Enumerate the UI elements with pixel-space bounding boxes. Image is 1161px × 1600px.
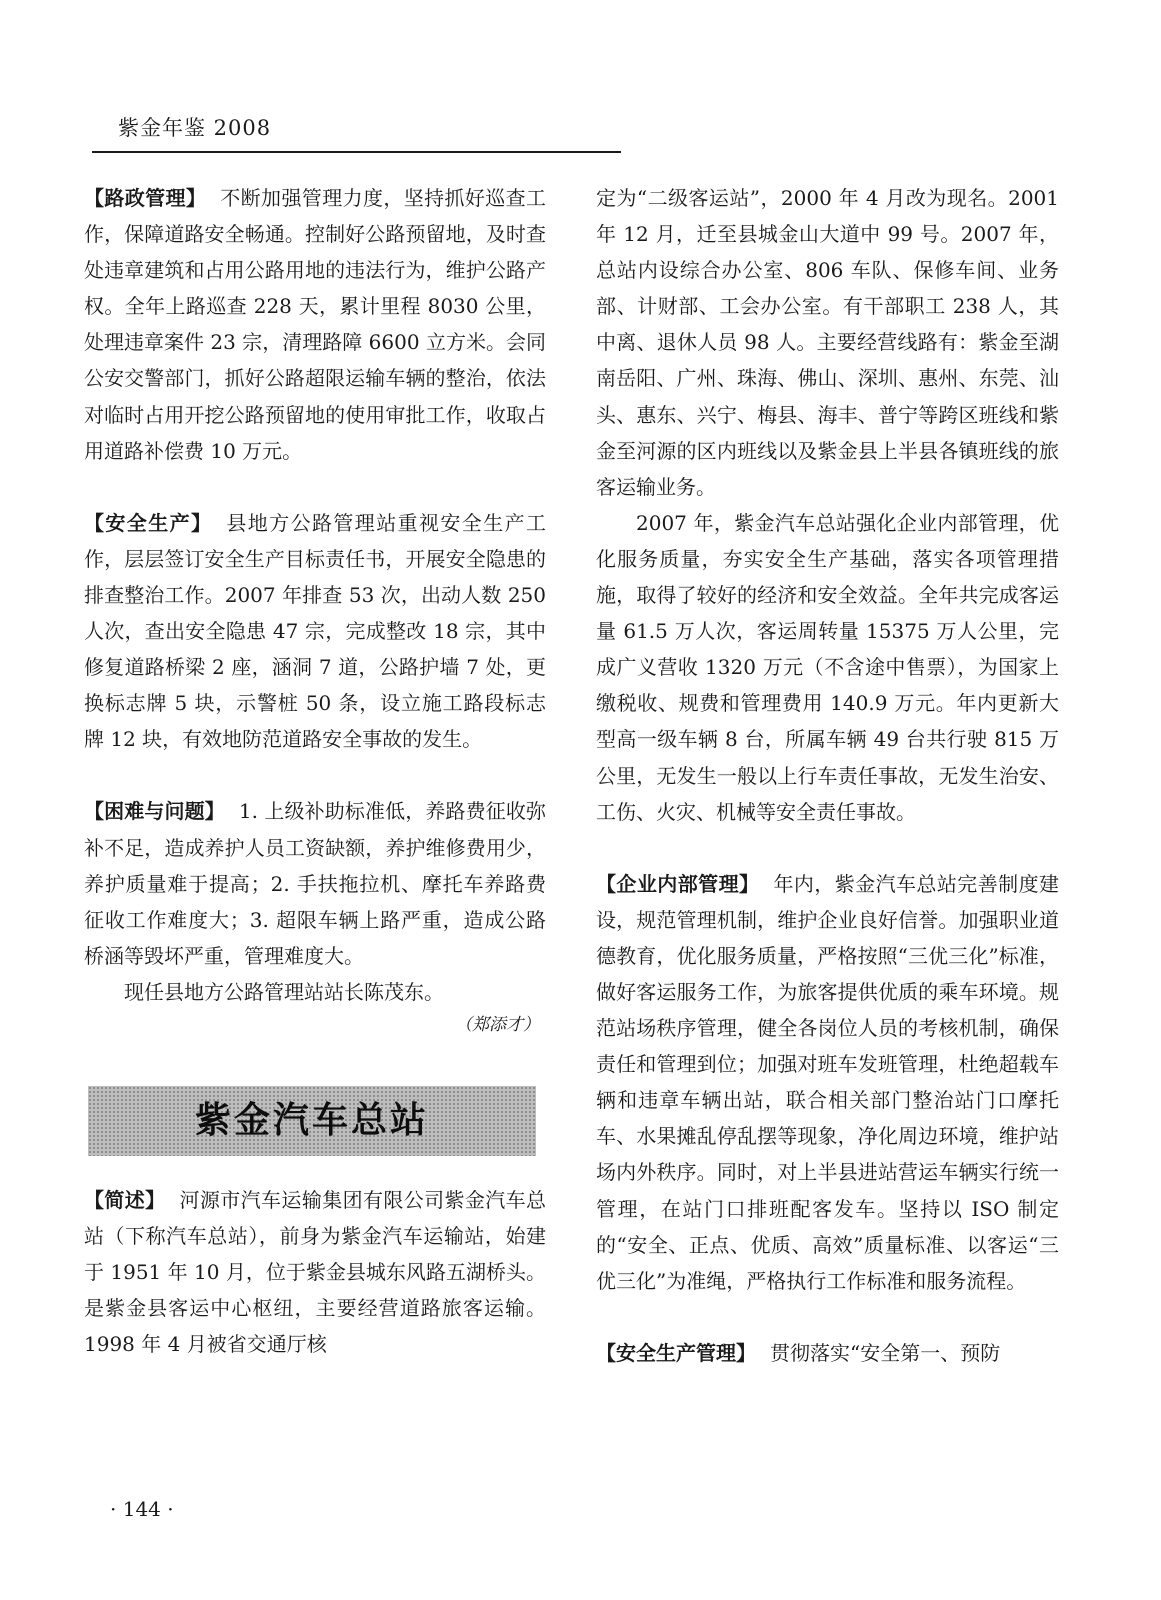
section-tag-problems: 【困难与问题】 — [84, 799, 225, 824]
header-rule — [92, 151, 621, 153]
overview-paragraph — [84, 1182, 546, 1362]
section-banner — [88, 1086, 536, 1156]
problems-paragraph — [84, 793, 546, 973]
overview-text: 河源市汽车运输集团有限公司紫金汽车总站（下称汽车总站），前身为紫金汽车运输站，始建于 1951 年 10 月，位于紫金县城东风路五湖桥头。是紫金县客运中心枢纽，主要经营道路旅客运输。1998 年 4 月被省交通厅核 — [84, 1187, 547, 1357]
running-title: 紫金年鉴 2008 — [118, 116, 272, 140]
section-title: 紫金汽车总站 — [194, 1099, 429, 1141]
safety-text: 县地方公路管理站重视安全生产工作，层层签订安全生产目标责任书，开展安全隐患的排查整治工作。2007 年排查 53 次，出动人数 250 人次，查出安全隐患 47 宗，完成整改 18 宗，其中修复道路桥梁 2 座，涵洞 7 道，公路护墙 7 处，更换标志牌 5 块，示警桩 50 条，设立施工路段标志牌 12 块，有效地防范道路安全事故的发生。 — [84, 510, 547, 752]
year-2007-paragraph: 2007 年，紫金汽车总站强化企业内部管理，优化服务质量，夯实安全生产基础，落实各项管理措施，取得了较好的经济和安全效益。全年共完成客运量 61.5 万人次，客运周转量 15375 万人公里，完成广义营收 1320 万元（不含途中售票），为国家上缴税收、规费和管理费用 140.9 万元。年内更新大型高一级车辆 8 台，所属车辆 49 台共行驶 815 万公里，无发生一般以上行车责任事故，无发生治安、工伤、火灾、机械等安全责任事故。 — [596, 510, 1059, 824]
left-column — [84, 180, 546, 1362]
internal-mgmt-text: 年内，紫金汽车总站完善制度建设，规范管理机制，维护企业良好信誉。加强职业道德教育，优化服务质量，严格按照“三优三化”标准，做好客运服务工作，为旅客提供优质的乘车环境。规范站场秩序管理，健全各岗位人员的考核机制，确保责任和管理到位；加强对班车发班管理，杜绝超载车辆和违章车辆出站，联合相关部门整治站门口摩托车、水果摊乱停乱摆等现象，净化周边环境，维护站场内外秩序。同时，对上半县进站营运车辆实行统一管理，在站门口排班配客发车。坚持以 ISO 制定的“安全、正点、优质、高效”质量标准、以客运“三优三化”为准绳，严格执行工作标准和服务流程。 — [596, 871, 1060, 1293]
director-line: 现任县地方公路管理站站长陈茂东。 — [124, 979, 444, 1004]
section-tag-internal-mgmt: 【企业内部管理】 — [596, 871, 760, 896]
section-tag-safety-mgmt: 【安全生产管理】 — [596, 1340, 756, 1365]
safety-mgmt-paragraph — [596, 1335, 1059, 1371]
road-admin-text: 不断加强管理力度，坚持抓好巡查工作，保障道路安全畅通。控制好公路预留地，及时查处违章建筑和占用公路用地的违法行为，维护公路产权。全年上路巡查 228 天，累计里程 8030 公里，处理违章案件 23 宗，清理路障 6600 立方米。会同公安交警部门，抓好公路超限运输车辆的整治，依法对临时占用开挖公路预留地的使用审批工作，收取占用道路补偿费 10 万元。 — [84, 186, 547, 463]
problems-text: 1. 上级补助标准低，养路费征收弥补不足，造成养护人员工资缺额，养护维修费用少，养护质量难于提高；2. 手扶拖拉机、摩托车养路费征收工作难度大；3. 超限车辆上路严重，造成公路桥涵等毁坏严重，管理难度大。 — [84, 799, 546, 968]
right-column — [596, 180, 1059, 1371]
road-admin-paragraph — [84, 180, 546, 469]
safety-mgmt-text: 贯彻落实“安全第一、预防 — [770, 1340, 1001, 1365]
internal-mgmt-paragraph — [596, 866, 1059, 1299]
section-tag-road-admin: 【路政管理】 — [84, 186, 207, 210]
page-number: · 144 · — [110, 1497, 174, 1521]
author-byline: （郑添才） — [455, 1014, 540, 1035]
section-tag-overview: 【简述】 — [84, 1187, 166, 1212]
overview-continuation: 定为“二级客运站”，2000 年 4 月改为现名。2001 年 12 月，迁至县城金山大道中 99 号。2007 年，总站内设综合办公室、806 车队、保修车间、业务部、计财部、工会办公室。有干部职工 238 人，其中离、退休人员 98 人。主要经营线路有：紫金至湖南岳阳、广州、珠海、佛山、深圳、惠州、东莞、汕头、惠东、兴宁、梅县、海丰、普宁等跨区班线和紫金至河源的区内班线以及紫金县上半县各镇班线的旅客运输业务。 — [596, 186, 1059, 499]
safety-paragraph — [84, 505, 546, 758]
section-tag-safety: 【安全生产】 — [84, 510, 213, 535]
